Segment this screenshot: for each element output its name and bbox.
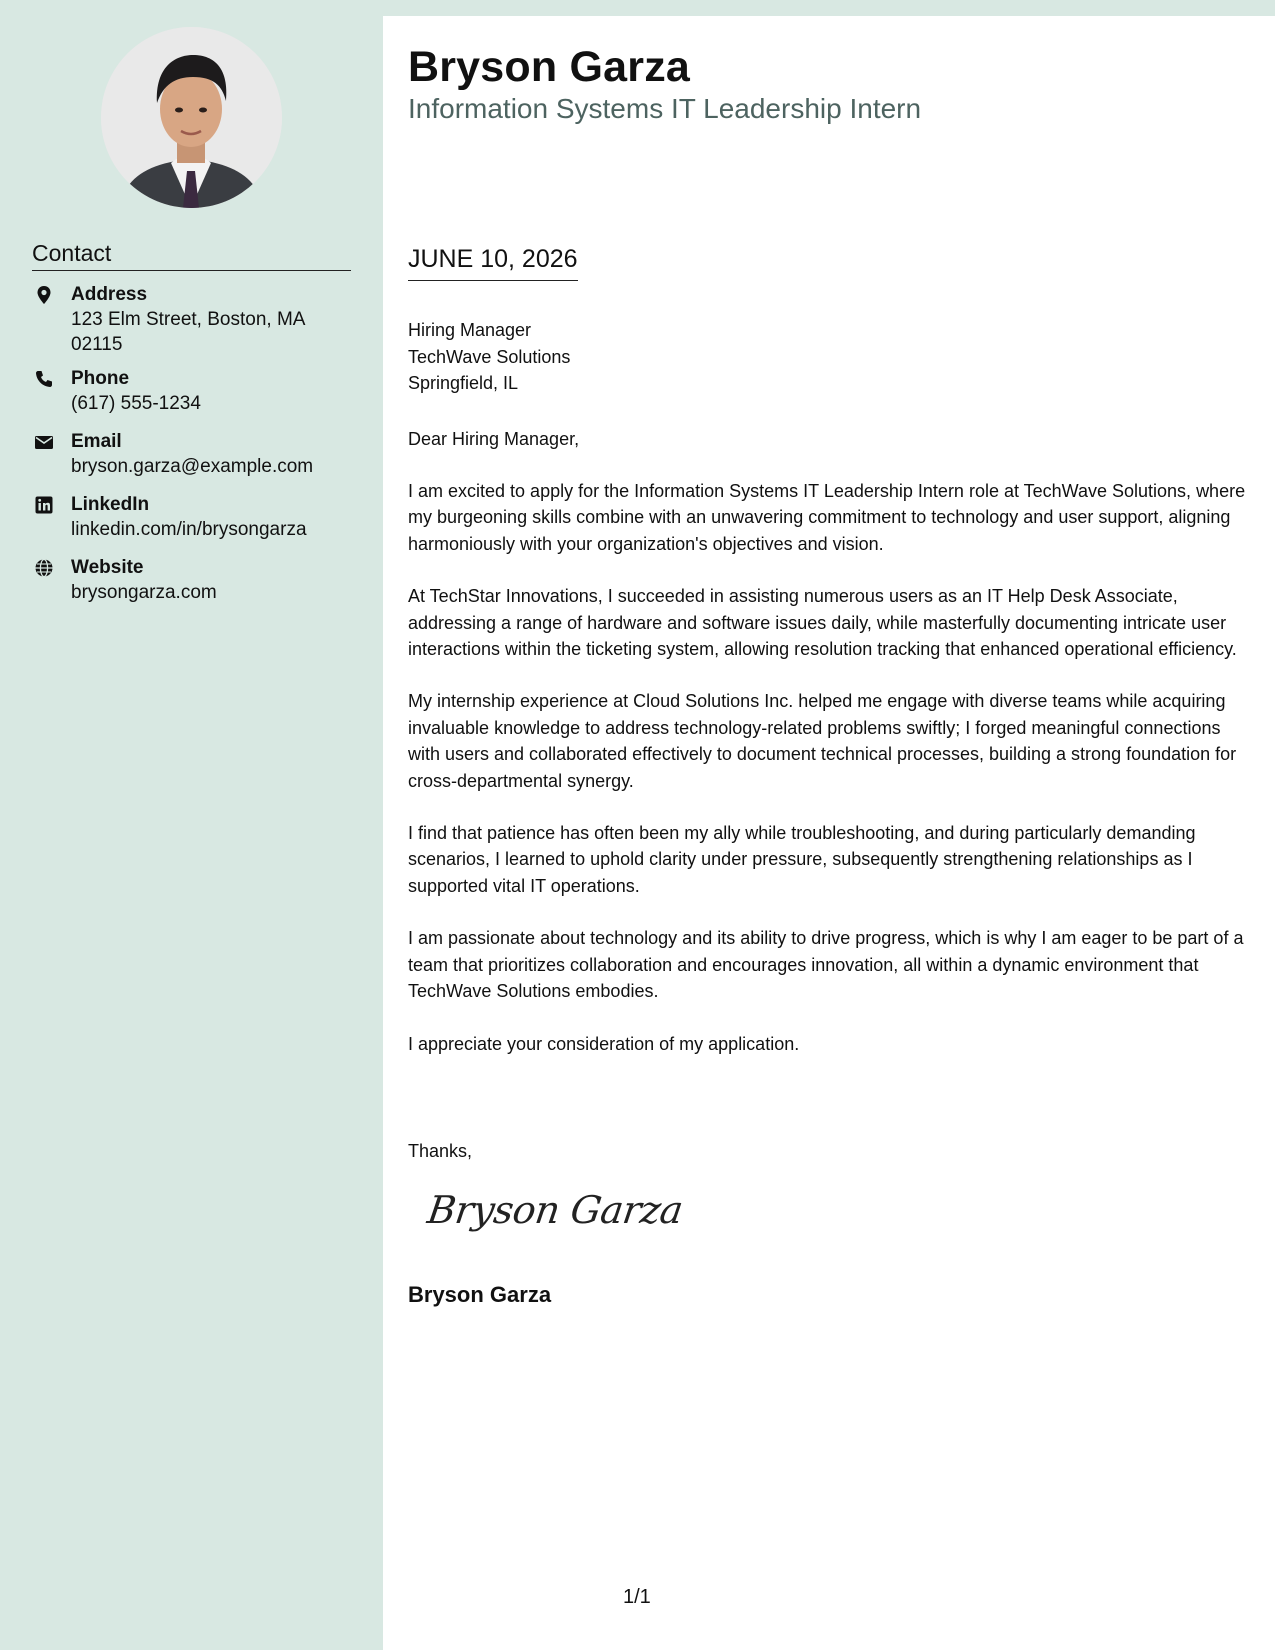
contact-label: Address: [71, 284, 148, 305]
contact-value: linkedin.com/in/brysongarza: [71, 519, 307, 540]
sidebar: [0, 0, 383, 1650]
recipient-block: [408, 317, 570, 397]
globe-icon: [34, 558, 54, 578]
body-paragraph: I am excited to apply for the Information Systems IT Leadership Intern role at TechWave Solutions, where my burgeoning skills combine with an unwavering commitment to technology and user support, aligning harmoniously with your organization's objectives and vision.: [408, 481, 1246, 554]
body-paragraph: I am passionate about technology and its ability to drive progress, which is why I am eager to be part of a team that prioritizes collaboration and encourages innovation, all within a dynamic environment that TechWave Solutions embodies.: [408, 928, 1244, 1002]
contact-value: (617) 555-1234: [71, 393, 201, 414]
contact-value: bryson.garza@example.com: [71, 456, 314, 477]
contact-label: LinkedIn: [71, 494, 150, 515]
contact-heading: Contact: [32, 240, 351, 271]
contact-value: brysongarza.com: [71, 582, 217, 603]
job-title: Information Systems IT Leadership Intern: [408, 93, 922, 124]
profile-photo: [101, 27, 282, 208]
letter-body: [408, 478, 1253, 1083]
phone-icon: [34, 369, 54, 389]
recipient-line: TechWave Solutions: [408, 346, 571, 367]
body-paragraph: I appreciate your consideration of my application.: [408, 1033, 800, 1054]
contact-label: Email: [71, 431, 122, 452]
envelope-icon: [34, 432, 54, 452]
map-pin-icon: [34, 285, 54, 305]
recipient-line: Springfield, IL: [408, 373, 519, 393]
recipient-line: Hiring Manager: [408, 320, 532, 340]
linkedin-icon: [34, 495, 54, 515]
contact-value: 123 Elm Street, Boston, MA 02115: [71, 309, 305, 355]
salutation: Dear Hiring Manager,: [408, 429, 580, 449]
page-number: 1/1: [623, 1586, 651, 1608]
signature: Bryson Garza: [424, 1188, 686, 1232]
body-paragraph: I find that patience has often been my ally while troubleshooting, and during particularly demanding scenarios, I learned to uphold clarity under pressure, subsequently strengthening relationships as I supported vital IT operations.: [408, 823, 1196, 896]
signed-name: Bryson Garza: [408, 1282, 552, 1307]
applicant-name: Bryson Garza: [408, 43, 691, 91]
contact-label: Website: [71, 557, 144, 578]
contact-label: Phone: [71, 368, 130, 389]
closing: Thanks,: [408, 1141, 473, 1161]
letter-date: JUNE 10, 2026: [408, 244, 578, 281]
portrait-image: [101, 27, 282, 208]
body-paragraph: My internship experience at Cloud Solutions Inc. helped me engage with diverse teams while acquiring invaluable knowledge to address technology-related problems swiftly; I forged meaningful connections with users and collaborated effectively to document technical processes, building a strong foundation for cross-departmental synergy.: [408, 691, 1237, 791]
letter-page: [383, 16, 1275, 1650]
body-paragraph: At TechStar Innovations, I succeeded in assisting numerous users as an IT Help Desk Associate, addressing a range of hardware and software issues daily, while masterfully documenting intricate user interactions within the ticketing system, allowing resolution tracking that enhanced operational efficiency.: [408, 586, 1237, 660]
